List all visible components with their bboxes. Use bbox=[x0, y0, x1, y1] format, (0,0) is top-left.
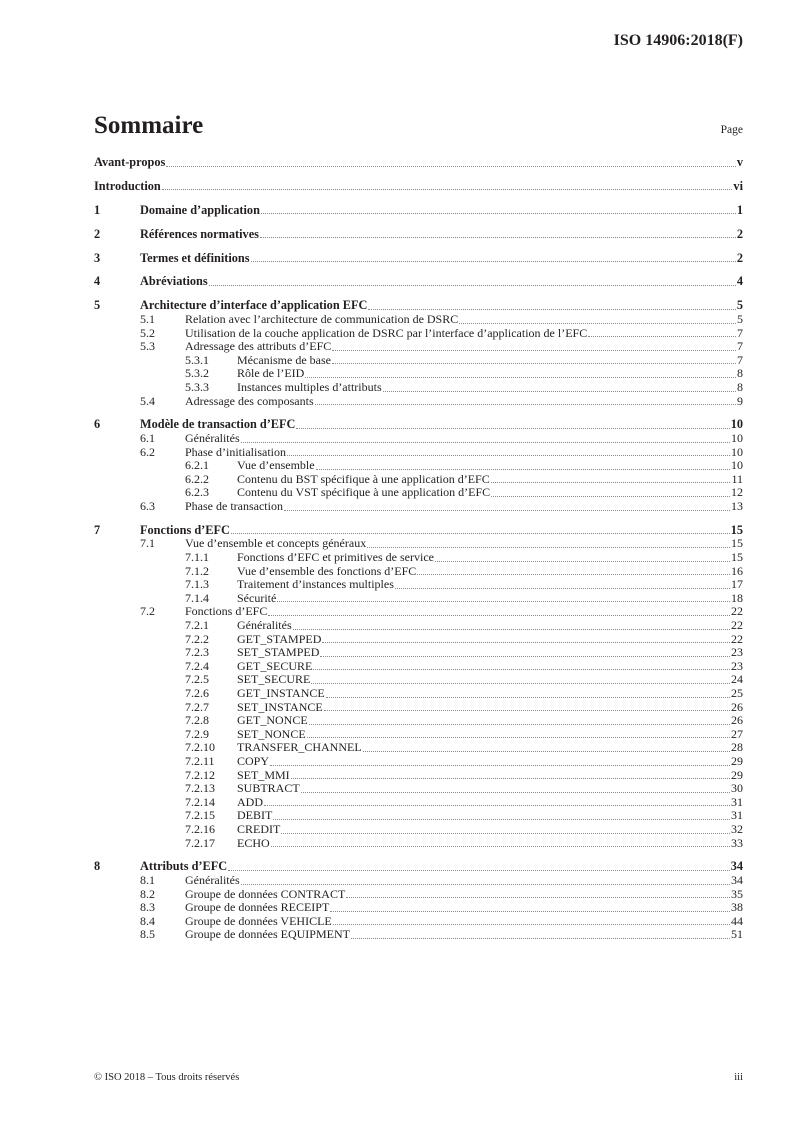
dot-leader bbox=[264, 804, 730, 806]
dot-leader bbox=[309, 723, 730, 725]
dot-leader bbox=[241, 441, 730, 443]
toc-entry-label[interactable]: GET_SECURE bbox=[237, 658, 313, 673]
toc-entry[interactable] bbox=[94, 395, 743, 409]
toc-entry-number: 7.2.7 bbox=[185, 699, 209, 714]
toc-entry-page[interactable]: 15 bbox=[731, 550, 743, 565]
dot-leader bbox=[311, 682, 730, 684]
toc-entry[interactable] bbox=[94, 340, 743, 354]
toc-entry[interactable] bbox=[94, 537, 743, 551]
toc-entry-number: 7.2.2 bbox=[185, 631, 209, 646]
toc-entry-page[interactable]: 29 bbox=[731, 767, 743, 782]
dot-leader bbox=[367, 546, 730, 548]
dot-leader bbox=[287, 454, 730, 456]
dot-leader bbox=[491, 481, 731, 483]
toc-entry-label[interactable]: Généralités bbox=[185, 430, 240, 445]
toc-entry-page[interactable]: 13 bbox=[731, 498, 743, 513]
toc-entry[interactable] bbox=[94, 565, 743, 579]
toc-entry-label[interactable]: COPY bbox=[237, 753, 270, 768]
toc-entry[interactable] bbox=[94, 888, 743, 902]
toc-entry-number: 7.2.6 bbox=[185, 685, 209, 700]
copyright-notice: © ISO 2018 – Tous droits réservés bbox=[94, 1072, 240, 1083]
toc-entry[interactable] bbox=[94, 500, 743, 514]
dot-leader bbox=[293, 628, 730, 630]
toc-entry[interactable] bbox=[94, 823, 743, 837]
toc-entry-page[interactable]: 8 bbox=[737, 379, 743, 394]
toc-entry[interactable] bbox=[94, 367, 743, 381]
toc-entry-number: 7.2.12 bbox=[185, 767, 215, 782]
toc-entry-number: 7.2.15 bbox=[185, 808, 215, 823]
toc-entry-label[interactable]: Fonctions d’EFC bbox=[185, 604, 268, 619]
toc-entry-number: 6.1 bbox=[140, 430, 155, 445]
toc-entry-label[interactable]: Architecture d’interface d’application EFC bbox=[140, 298, 368, 313]
toc-entry-label[interactable]: GET_STAMPED bbox=[237, 631, 322, 646]
toc-entry[interactable] bbox=[94, 660, 743, 674]
dot-leader bbox=[260, 236, 736, 238]
toc-entry-label[interactable]: Groupe de données CONTRACT bbox=[185, 886, 346, 901]
toc-entry-number: 5.3.1 bbox=[185, 352, 209, 367]
toc-entry[interactable] bbox=[94, 204, 743, 218]
toc-entry-number: 3 bbox=[94, 250, 101, 265]
toc-entry-number: 8.5 bbox=[140, 927, 155, 942]
toc-entry-number: 1 bbox=[94, 202, 101, 217]
toc-entry-label[interactable]: Fonctions d’EFC et primitives de service bbox=[237, 550, 434, 565]
toc-entry-label[interactable]: SET_MMI bbox=[237, 767, 290, 782]
toc-entry-number: 8.1 bbox=[140, 872, 155, 887]
dot-leader bbox=[166, 165, 736, 167]
toc-entry[interactable] bbox=[94, 524, 743, 538]
dot-leader bbox=[346, 896, 730, 898]
toc-entry[interactable] bbox=[94, 180, 743, 194]
toc-entry-label[interactable]: Utilisation de la couche application de DSRC par l’interface d’application de l’EFC bbox=[185, 325, 588, 340]
dot-leader bbox=[261, 212, 736, 214]
dot-leader bbox=[305, 376, 736, 378]
toc-entry-page[interactable]: 7 bbox=[737, 339, 743, 354]
toc-entry-number: 7.2.3 bbox=[185, 645, 209, 660]
toc-entry-label[interactable]: TRANSFER_CHANNEL bbox=[237, 740, 362, 755]
toc-entry-label[interactable]: Contenu du VST spécifique à une application d’EFC bbox=[237, 485, 491, 500]
toc-entry-page[interactable]: 27 bbox=[731, 726, 743, 741]
dot-leader bbox=[270, 764, 730, 766]
toc-entry-page[interactable]: 5 bbox=[736, 298, 743, 313]
toc-entry-number: 7.2.4 bbox=[185, 658, 209, 673]
toc-entry-label[interactable]: Groupe de données EQUIPMENT bbox=[185, 927, 350, 942]
toc-entry[interactable] bbox=[94, 327, 743, 341]
dot-leader bbox=[332, 349, 736, 351]
dot-leader bbox=[296, 427, 729, 429]
toc-entry-page[interactable]: 23 bbox=[731, 645, 743, 660]
toc-entry[interactable] bbox=[94, 796, 743, 810]
toc-entry-label[interactable]: Contenu du BST spécifique à une application d’EFC bbox=[237, 471, 490, 486]
toc-entry-number: 5 bbox=[94, 298, 101, 313]
toc-entry[interactable] bbox=[94, 687, 743, 701]
toc-entry-label[interactable]: Références normatives bbox=[140, 226, 259, 241]
toc-entry-number: 5.2 bbox=[140, 325, 155, 340]
toc-entry-page[interactable]: 31 bbox=[731, 808, 743, 823]
toc-entry-label[interactable]: SET_INSTANCE bbox=[237, 699, 323, 714]
toc-entry-page[interactable]: 17 bbox=[731, 577, 743, 592]
toc-entry-number: 6.2.3 bbox=[185, 485, 209, 500]
toc-entry[interactable] bbox=[94, 473, 743, 487]
toc-entry-number: 7.2.5 bbox=[185, 672, 209, 687]
toc-entry[interactable] bbox=[94, 432, 743, 446]
toc-entry[interactable] bbox=[94, 275, 743, 289]
toc-entry[interactable] bbox=[94, 728, 743, 742]
toc-entry[interactable] bbox=[94, 860, 743, 874]
toc-entry-label[interactable]: Phase de transaction bbox=[185, 498, 283, 513]
toc-entry-label[interactable]: CREDIT bbox=[237, 821, 281, 836]
toc-entry-number: 8 bbox=[94, 859, 101, 874]
toc-entry-page[interactable]: 30 bbox=[731, 781, 743, 796]
toc-entry[interactable] bbox=[94, 701, 743, 715]
toc-entry[interactable] bbox=[94, 646, 743, 660]
toc-entry[interactable] bbox=[94, 673, 743, 687]
dot-leader bbox=[435, 560, 730, 562]
toc-entry-label[interactable]: Groupe de données RECEIPT bbox=[185, 900, 330, 915]
toc-entry-number: 6.2 bbox=[140, 444, 155, 459]
toc-entry-number: 7.2.1 bbox=[185, 618, 209, 632]
toc-entry-page[interactable]: 34 bbox=[731, 872, 743, 887]
dot-leader bbox=[313, 668, 730, 670]
dot-leader bbox=[315, 403, 736, 405]
toc-entry-number: 7.1.1 bbox=[185, 550, 209, 565]
dot-leader bbox=[333, 923, 730, 925]
toc-entry[interactable] bbox=[94, 619, 743, 633]
toc-entry[interactable] bbox=[94, 354, 743, 368]
dot-leader bbox=[491, 495, 730, 497]
toc-entry-page[interactable]: 22 bbox=[731, 618, 743, 632]
toc-entry-number: 8.2 bbox=[140, 886, 155, 901]
toc-entry-number: 7.2.13 bbox=[185, 781, 215, 796]
toc-entry-number: 6.3 bbox=[140, 498, 155, 513]
dot-leader bbox=[324, 709, 730, 711]
toc-entry-page[interactable]: 15 bbox=[730, 522, 743, 537]
dot-leader bbox=[395, 587, 730, 589]
toc-entry-label[interactable]: ADD bbox=[237, 794, 263, 809]
dot-leader bbox=[281, 832, 730, 834]
dot-leader bbox=[268, 614, 730, 616]
toc-entry-label[interactable]: Introduction bbox=[94, 178, 161, 193]
toc-entry-label[interactable]: SUBTRACT bbox=[237, 781, 300, 796]
toc-entry-number: 8.4 bbox=[140, 913, 155, 928]
toc-entry-label[interactable]: Adressage des composants bbox=[185, 393, 314, 408]
toc-entry-number: 7.2.11 bbox=[185, 753, 215, 768]
toc-entry-page[interactable]: 10 bbox=[730, 417, 743, 432]
dot-leader bbox=[332, 362, 736, 364]
toc-entry-label[interactable]: Généralités bbox=[185, 872, 240, 887]
toc-entry-number: 6.2.1 bbox=[185, 458, 209, 473]
toc-entry-label[interactable]: Phase d’initialisation bbox=[185, 444, 286, 459]
toc-entry-page[interactable]: 26 bbox=[731, 699, 743, 714]
dot-leader bbox=[322, 641, 730, 643]
dot-leader bbox=[326, 696, 730, 698]
toc-entry-page[interactable]: 22 bbox=[731, 604, 743, 619]
dot-leader bbox=[363, 750, 730, 752]
toc-entry[interactable] bbox=[94, 837, 743, 851]
dot-leader bbox=[383, 390, 736, 392]
toc-entry-page[interactable]: 38 bbox=[731, 900, 743, 915]
toc-title-row bbox=[94, 112, 743, 140]
toc-entry-page[interactable]: 24 bbox=[731, 672, 743, 687]
toc-entry-page[interactable]: 18 bbox=[731, 590, 743, 605]
toc-entry-number: 6 bbox=[94, 417, 101, 432]
page-title: Sommaire bbox=[94, 112, 204, 139]
toc-entry-number: 7 bbox=[94, 522, 101, 537]
dot-leader bbox=[320, 655, 730, 657]
toc-entry-label[interactable]: Vue d’ensemble des fonctions d’EFC bbox=[237, 563, 417, 578]
toc-entry[interactable] bbox=[94, 228, 743, 242]
dot-leader bbox=[209, 284, 736, 286]
toc-entry-number: 7.2.16 bbox=[185, 821, 215, 836]
toc-entry-label[interactable]: Rôle de l’EID bbox=[237, 366, 305, 381]
toc-entry[interactable] bbox=[94, 156, 743, 170]
toc-entry[interactable] bbox=[94, 592, 743, 606]
toc-entry-label[interactable]: Traitement d’instances multiples bbox=[237, 577, 394, 592]
toc-entry[interactable] bbox=[94, 769, 743, 783]
table-of-contents bbox=[94, 156, 743, 942]
toc-entry[interactable] bbox=[94, 459, 743, 473]
toc-entry-label[interactable]: Domaine d’application bbox=[140, 202, 260, 217]
toc-entry-label[interactable]: SET_NONCE bbox=[237, 726, 306, 741]
toc-entry-page[interactable]: 44 bbox=[731, 913, 743, 928]
toc-entry-page[interactable]: 26 bbox=[731, 713, 743, 728]
toc-entry-page[interactable]: 1 bbox=[736, 202, 743, 217]
toc-entry[interactable] bbox=[94, 874, 743, 888]
toc-entry-page[interactable]: 10 bbox=[731, 458, 743, 473]
toc-entry-page[interactable]: 9 bbox=[737, 393, 743, 408]
toc-entry-number: 7.2.8 bbox=[185, 713, 209, 728]
toc-entry-page[interactable]: 16 bbox=[731, 563, 743, 578]
toc-entry[interactable] bbox=[94, 578, 743, 592]
toc-entry-page[interactable]: 25 bbox=[731, 685, 743, 700]
toc-entry-label[interactable]: ECHO bbox=[237, 835, 270, 850]
toc-entry-number: 2 bbox=[94, 226, 101, 241]
toc-entry-label[interactable]: Mécanisme de base bbox=[237, 352, 331, 367]
dot-leader bbox=[277, 600, 730, 602]
toc-entry-label[interactable]: Sécurité bbox=[237, 590, 277, 605]
toc-entry-page[interactable]: 7 bbox=[737, 325, 743, 340]
dot-leader bbox=[251, 260, 736, 262]
toc-entry-number: 7.1 bbox=[140, 536, 155, 551]
toc-entry-number: 7.1.2 bbox=[185, 563, 209, 578]
toc-entry-label[interactable]: Termes et définitions bbox=[140, 250, 250, 265]
toc-entry-page[interactable]: 23 bbox=[731, 658, 743, 673]
dot-leader bbox=[284, 509, 730, 511]
toc-entry-label[interactable]: GET_NONCE bbox=[237, 713, 308, 728]
toc-entry-label[interactable]: DEBIT bbox=[237, 808, 273, 823]
toc-entry[interactable] bbox=[94, 605, 743, 619]
toc-entry-number: 8.3 bbox=[140, 900, 155, 915]
toc-entry[interactable] bbox=[94, 418, 743, 432]
toc-entry-page[interactable]: 10 bbox=[731, 444, 743, 459]
toc-entry-number: 7.2.10 bbox=[185, 740, 215, 755]
toc-entry-number: 5.3 bbox=[140, 339, 155, 354]
toc-entry-number: 7.2.14 bbox=[185, 794, 215, 809]
page-column-label: Page bbox=[720, 124, 743, 136]
toc-entry[interactable] bbox=[94, 381, 743, 395]
toc-entry-number: 7.1.3 bbox=[185, 577, 209, 592]
toc-entry-number: 5.3.3 bbox=[185, 379, 209, 394]
dot-leader bbox=[162, 188, 733, 190]
toc-entry[interactable] bbox=[94, 252, 743, 266]
toc-entry-number: 7.2 bbox=[140, 604, 155, 619]
toc-entry-page[interactable]: 35 bbox=[731, 886, 743, 901]
toc-entry-page[interactable]: 32 bbox=[731, 821, 743, 836]
toc-entry-page[interactable]: 11 bbox=[731, 471, 743, 486]
dot-leader bbox=[301, 791, 730, 793]
toc-entry-label[interactable]: SET_SECURE bbox=[237, 672, 311, 687]
toc-entry-page[interactable]: 51 bbox=[731, 927, 743, 942]
toc-entry-page[interactable]: 22 bbox=[731, 631, 743, 646]
toc-entry-page[interactable]: 10 bbox=[731, 430, 743, 445]
toc-entry-page[interactable]: 8 bbox=[737, 366, 743, 381]
page-footer bbox=[94, 1072, 743, 1083]
dot-leader bbox=[291, 777, 730, 779]
dot-leader bbox=[241, 883, 730, 885]
toc-entry[interactable] bbox=[94, 901, 743, 915]
toc-entry-page[interactable]: 33 bbox=[731, 835, 743, 850]
toc-entry[interactable] bbox=[94, 446, 743, 460]
toc-entry-number: 5.3.2 bbox=[185, 366, 209, 381]
toc-entry-page[interactable]: 7 bbox=[737, 352, 743, 367]
dot-leader bbox=[417, 573, 730, 575]
dot-leader bbox=[459, 322, 736, 324]
toc-entry-label[interactable]: Attributs d’EFC bbox=[140, 859, 228, 874]
toc-entry-number: 5.4 bbox=[140, 393, 155, 408]
dot-leader bbox=[231, 532, 730, 534]
dot-leader bbox=[273, 818, 730, 820]
toc-entry[interactable] bbox=[94, 928, 743, 942]
toc-entry[interactable] bbox=[94, 313, 743, 327]
toc-entry[interactable] bbox=[94, 299, 743, 313]
dot-leader bbox=[588, 335, 736, 337]
toc-entry-label[interactable]: Adressage des attributs d’EFC bbox=[185, 339, 332, 354]
toc-entry-page[interactable]: 15 bbox=[731, 536, 743, 551]
toc-entry[interactable] bbox=[94, 633, 743, 647]
toc-entry[interactable] bbox=[94, 741, 743, 755]
toc-entry-page[interactable]: 5 bbox=[737, 311, 743, 326]
toc-entry[interactable] bbox=[94, 755, 743, 769]
toc-entry-label[interactable]: Vue d’ensemble et concepts généraux bbox=[185, 536, 367, 551]
toc-entry-label[interactable]: Relation avec l’architecture de communication de DSRC bbox=[185, 311, 459, 326]
toc-entry[interactable] bbox=[94, 915, 743, 929]
toc-entry[interactable] bbox=[94, 486, 743, 500]
dot-leader bbox=[228, 869, 730, 871]
toc-entry-label[interactable]: Fonctions d’EFC bbox=[140, 522, 230, 537]
toc-entry-label[interactable]: GET_INSTANCE bbox=[237, 685, 325, 700]
toc-entry-label[interactable]: Généralités bbox=[237, 618, 292, 632]
toc-entry-number: 7.2.17 bbox=[185, 835, 215, 850]
toc-entry-page[interactable]: vi bbox=[733, 178, 743, 193]
page-number: iii bbox=[734, 1072, 743, 1083]
toc-entry-number: 7.2.9 bbox=[185, 726, 209, 741]
toc-entry-number: 4 bbox=[94, 274, 101, 289]
document-id: ISO 14906:2018(F) bbox=[613, 32, 743, 49]
toc-entry[interactable] bbox=[94, 809, 743, 823]
toc-entry-page[interactable]: 4 bbox=[736, 274, 743, 289]
dot-leader bbox=[316, 468, 730, 470]
toc-entry[interactable] bbox=[94, 714, 743, 728]
toc-entry-number: 7.1.4 bbox=[185, 590, 209, 605]
toc-entry-label[interactable]: Vue d’ensemble bbox=[237, 458, 315, 473]
toc-entry-label[interactable]: Groupe de données VEHICLE bbox=[185, 913, 332, 928]
toc-entry-page[interactable]: 12 bbox=[731, 485, 743, 500]
toc-entry-label[interactable]: Instances multiples d’attributs bbox=[237, 379, 382, 394]
toc-entry[interactable] bbox=[94, 782, 743, 796]
dot-leader bbox=[351, 937, 730, 939]
toc-entry-label[interactable]: Modèle de transaction d’EFC bbox=[140, 417, 296, 432]
dot-leader bbox=[330, 910, 730, 912]
toc-entry-label[interactable]: Avant-propos bbox=[94, 155, 166, 169]
toc-entry-page[interactable]: 34 bbox=[730, 859, 743, 874]
toc-entry-page[interactable]: 2 bbox=[736, 250, 743, 265]
toc-entry-page[interactable]: 28 bbox=[731, 740, 743, 755]
toc-entry-page[interactable]: v bbox=[736, 155, 743, 169]
toc-entry-label[interactable]: SET_STAMPED bbox=[237, 645, 320, 660]
toc-entry[interactable] bbox=[94, 551, 743, 565]
dot-leader bbox=[368, 308, 736, 310]
toc-entry-label[interactable]: Abréviations bbox=[140, 274, 208, 289]
toc-entry-page[interactable]: 2 bbox=[736, 226, 743, 241]
toc-entry-number: 6.2.2 bbox=[185, 471, 209, 486]
dot-leader bbox=[271, 845, 730, 847]
dot-leader bbox=[307, 736, 730, 738]
toc-entry-page[interactable]: 29 bbox=[731, 753, 743, 768]
toc-entry-number: 5.1 bbox=[140, 311, 155, 326]
toc-entry-page[interactable]: 31 bbox=[731, 794, 743, 809]
